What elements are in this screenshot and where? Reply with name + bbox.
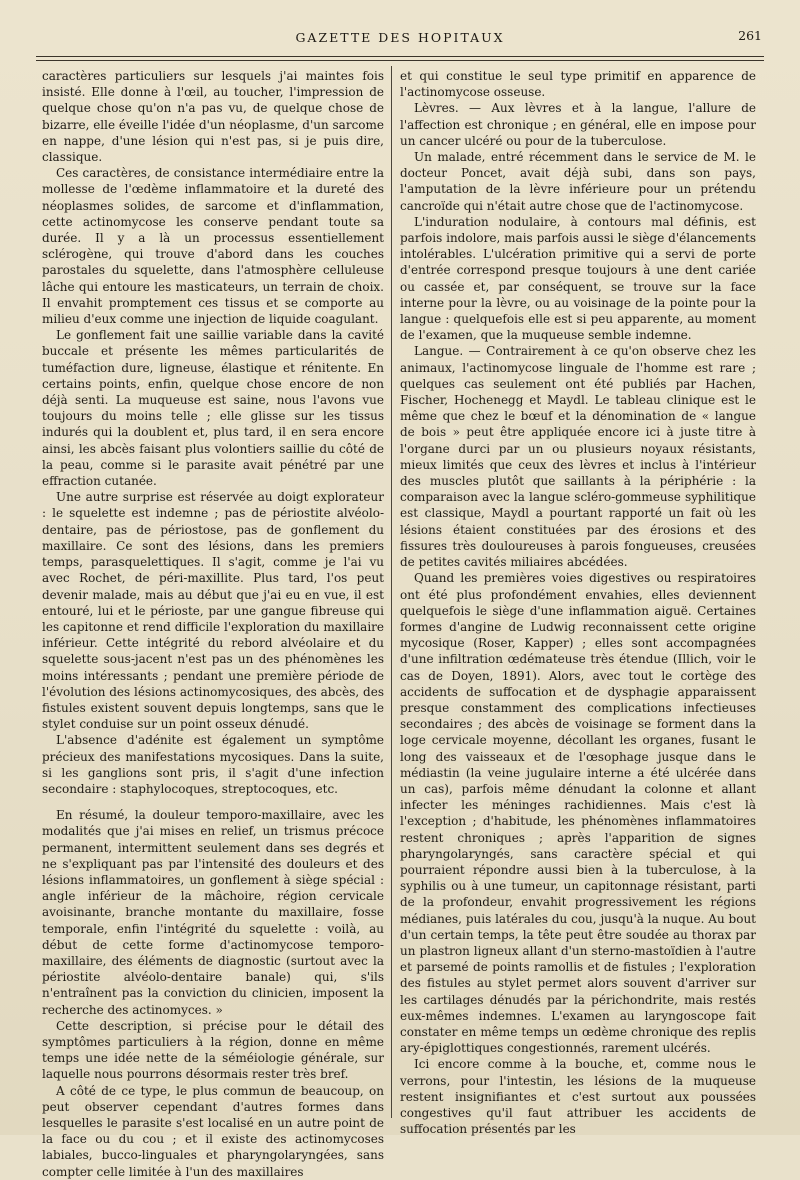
paragraph: Le gonflement fait une saillie variable dans la cavité buccale et présente les mêmes particularités de tuméfaction dure, ligneuse, élastique et rénitente. En certains points, enfin, quelque chose encore de non déjà senti. La muqueuse est saine, nous l'avons vue toujours du moins telle ; elle glisse sur les tissus indurés qui la doublent et, plus tard, il en sera encore ainsi, les abcès faisant plus volontiers saillie du côté de la peau, comme si le parasite avait pénétré par une effraction cutanée.: [42, 328, 384, 489]
paragraph: L'induration nodulaire, à contours mal définis, est parfois indolore, mais parfois aussi le siège d'élancements intolérables. L'ulcération primitive qui a servi de porte d'entrée correspond presque toujours à une dent cariée ou cassée et, par conséquent, se trouve sur la face interne pour la lèvre, ou au voisinage de la pointe pour la langue : quelquefois elle est si peu apparente, au moment de l'examen, que la muqueuse semble indemne.: [400, 214, 756, 343]
paragraph: A côté de ce type, le plus commun de beaucoup, on peut observer cependant d'autres formes dans lesquelles le parasite s'est localisé en un autre point de la face ou du cou ; et il existe des actinomycoses labiales, bucco-linguales et pharyngolaryngées, sans compter celle limitée à l'un des maxillaires: [42, 1083, 384, 1179]
page-header: [30, 22, 770, 52]
paragraph: Un malade, entré récemment dans le service de M. le docteur Poncet, avait déjà subi, dans son pays, l'amputation de la lèvre inférieure pour un prétendu cancroïde qui n'était autre chose que de l'actinomycose.: [400, 150, 756, 213]
paragraph: Cette description, si précise pour le détail des symptômes particuliers à la région, donne en même temps une idée nette de la séméiologie générale, sur laquelle nous pourrons désormais rester très bref.: [42, 1018, 384, 1082]
paragraph: Lèvres. — Aux lèvres et à la langue, l'allure de l'affection est chronique ; en général, elle en impose pour un cancer ulcéré ou pour de la tuberculose.: [400, 101, 756, 148]
paragraph: Une autre surprise est réservée au doigt explorateur : le squelette est indemne ; pas de périostite alvéolo-dentaire, pas de périostose, pas de gonflement du maxillaire. Ce sont des lésions, dans les premiers temps, parasquelettiques. Il s'agit, comme je l'ai vu avec Rochet, de péri-maxillite. Plus tard, l'os peut devenir malade, mais au début que j'ai eu en vue, il est entouré, lui et le périoste, par une gangue fibreuse qui les capitonne et rend difficile l'exploration du maxillaire inférieur. Cette intégrité du rebord alvéolaire et du squelette sous-jacent n'est pas un des phénomènes les moins intéressants ; pendant une première période de l'évolution des lésions actinomycosiques, des abcès, des fistules existent souvent depuis longtemps, sans que le stylet conduise sur un point osseux dénudé.: [42, 490, 384, 732]
page-number: 261: [738, 28, 762, 43]
paragraph: L'absence d'adénite est également un symptôme précieux des manifestations mycosiques. Dans la suite, si les ganglions sont pris, il s'agit d'une infection secondaire : staphylocoques, streptocoques, etc.: [42, 733, 384, 796]
paragraph: Langue. — Contrairement à ce qu'on observe chez les animaux, l'actinomycose linguale de l'homme est rare ; quelques cas seulement ont été publiés par Hachen, Fischer, Hochenegg et Maydl. Le tableau clinique est le même que chez le bœuf et la dénomination de « langue de bois » peut être appliquée encore ici à juste titre à l'organe durci par un ou plusieurs noyaux résistants, mieux limités que ceux des lèvres et inclus à l'intérieur des muscles plutôt que saillants à la périphérie : la comparaison avec la langue scléro-gommeuse syphilitique est classique, Maydl a pourtant rapporté un fait où les lésions étaient constituées par des érosions et des fissures très douloureuses à parois fongueuses, creusées de petites cavités miliaires abcédées.: [400, 344, 756, 570]
header-rule: [36, 56, 764, 57]
header-rule-thin: [36, 60, 764, 61]
paragraph: Quand les premières voies digestives ou respiratoires ont été plus profondément envahies, elles deviennent quelquefois le siège d'une inflammation aiguë. Certaines formes d'angine de Ludwig reconnaissent cette origine mycosique (Roser, Kapper) ; elles sont accompagnées d'une infiltration œdémateuse très étendue (Illich, voir le cas de Doyen, 1891). Alors, avec tout le cortège des accidents de suffocation et de dysphagie apparaissent presque constamment des complications infectieuses secondaires ; des abcès de voisinage se forment dans la loge cervicale moyenne, décollant les organes, fusant le long des vaisseaux et de l'œsophage jusque dans le médiastin (la veine jugulaire interne a été ulcérée dans un cas), parfois même dénudant la colonne et allant infecter les méninges rachidiennes. Mais c'est là l'exception ; d'habitude, les phénomènes inflammatoires restent chroniques ; après l'apparition de signes pharyngolaryngés, sans caractère spécial et qui pourraient répondre aussi bien à la tuberculose, à la syphilis ou à une tumeur, un capitonnage résistant, parti de la profondeur, envahit progressivement les régions médianes, puis latérales du cou, jusqu'à la nuque. Au bout d'un certain temps, la tête peut être soudée au thorax par un plastron ligneux allant d'un sterno-mastoïdien à l'autre et parsemé de points ramollis et de fistules ; l'exploration des fistules au stylet permet alors souvent d'arriver sur les cartilages dénudés par la périchondrite, mais restés eux-mêmes indemnes. L'examen au laryngoscope fait constater en même temps un œdème chronique des replis ary-épiglottiques congestionnés, rarement ulcérés.: [400, 571, 756, 1056]
column-divider: [391, 66, 392, 1118]
left-column: [42, 68, 384, 1179]
paragraph: et qui constitue le seul type primitif en apparence de l'actinomycose osseuse.: [400, 69, 756, 100]
paragraph: caractères particuliers sur lesquels j'ai maintes fois insisté. Elle donne à l'œil, au toucher, l'impression de quelque chose qu'on n'a pas vu, de quelque chose de bizarre, elle éveille l'idée d'un néoplasme, d'un sarcome en nappe, d'une lésion qui n'est pas, si je puis dire, classique.: [42, 69, 384, 165]
paragraph: En résumé, la douleur temporo-maxillaire, avec les modalités que j'ai mises en relief, un trismus précoce permanent, intermittent seulement dans ses degrés et ne s'expliquant pas par l'intensité des douleurs et des lésions inflammatoires, un gonflement à siège spécial : angle inférieur de la mâchoire, région cervicale avoisinante, branche montante du maxillaire, fosse temporale, enfin l'intégrité du squelette : voilà, au début de cette forme d'actinomycose temporo-maxillaire, des éléments de diagnostic (surtout avec la périostite alvéolo-dentaire banale) qui, s'ils n'entraînent pas la conviction du clinicien, imposent la recherche des actinomyces. »: [42, 808, 384, 1017]
paragraph: Ici encore comme à la bouche, et, comme nous le verrons, pour l'intestin, les lésions de la muqueuse restent insignifiantes et c'est surtout aux poussées congestives qu'il faut attribuer les accidents de suffocation présentés par les: [400, 1057, 756, 1137]
right-column: [400, 68, 756, 1137]
running-head: GAZETTE DES HOPITAUX: [295, 30, 505, 45]
paragraph: Ces caractères, de consistance intermédiaire entre la mollesse de l'œdème inflammatoire et la dureté des néoplasmes solides, de sarcome et d'inflammation, cette actinomycose les conserve pendant toute sa durée. Il y a là un processus essentiellement sclérogène, qui trouve d'abord dans les couches parostales du squelette, dans l'atmosphère celluleuse lâche qui entoure les masticateurs, un terrain de choix. Il envahit promptement ces tissus et se comporte au milieu d'eux comme une injection de liquide coagulant.: [42, 166, 384, 327]
